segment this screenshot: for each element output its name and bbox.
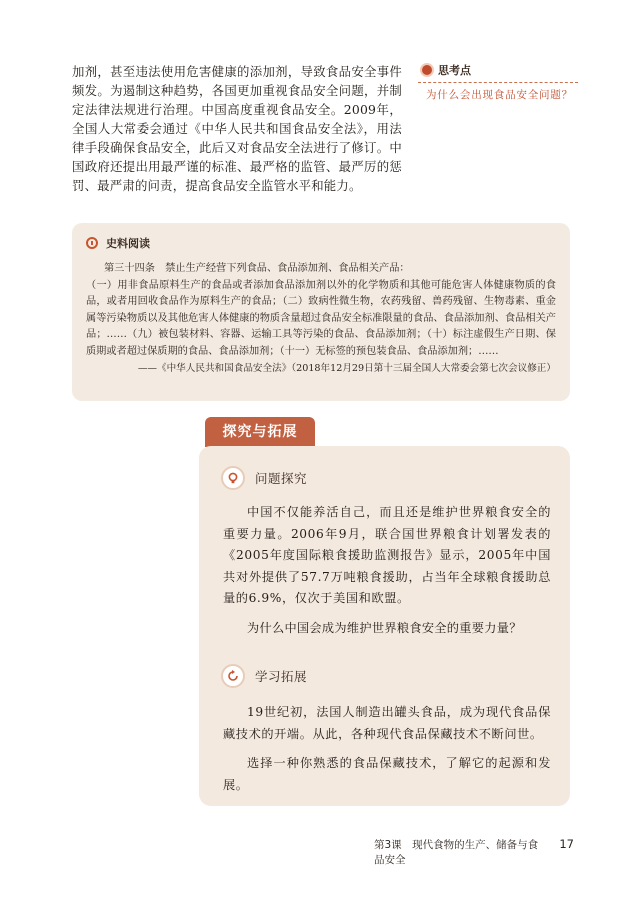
refresh-icon bbox=[221, 664, 245, 688]
historical-reading-source: ——《中华人民共和国食品安全法》（2018年12月29日第十三届全国人大常委会第七次会议修正） bbox=[137, 363, 556, 374]
problem-inquiry-text: 中国不仅能养活自己，而且还是维护世界粮食安全的重要力量。2006年9月，联合国世界粮食计划署发表的《2005年度国际粮食援助监测报告》显示，2005年中国共对外提供了57.7万吨粮食援助，占当年全球粮食援助总量的6.9%，仅次于美国和欧盟。 bbox=[223, 505, 551, 605]
think-point-question: 为什么会出现食品安全问题？ bbox=[426, 89, 573, 101]
page-footer bbox=[374, 837, 574, 867]
problem-inquiry-question: 为什么中国会成为维护世界粮食安全的重要力量？ bbox=[247, 621, 522, 635]
learning-extension-header bbox=[221, 664, 307, 688]
think-point-icon bbox=[422, 65, 432, 75]
think-point-box bbox=[418, 62, 578, 103]
historical-reading-article: 第三十四条 禁止生产经营下列食品、食品添加剂、食品相关产品： bbox=[104, 263, 410, 274]
lightbulb-icon bbox=[221, 466, 245, 490]
lightbulb-glyph bbox=[226, 471, 240, 485]
historical-reading-body bbox=[86, 261, 556, 378]
historical-reading-title: 史料阅读 bbox=[106, 237, 150, 250]
think-point-divider bbox=[418, 82, 578, 83]
refresh-glyph bbox=[226, 669, 240, 683]
problem-inquiry-header bbox=[221, 466, 307, 490]
historical-reading-header bbox=[86, 235, 150, 251]
learning-extension-text: 19世纪初，法国人制造出罐头食品，成为现代食品保藏技术的开端。从此，各种现代食品保藏技术不断问世。 bbox=[223, 705, 551, 741]
historical-reading-clauses: （一）用非食品原料生产的食品或者添加食品添加剂以外的化学物质和其他可能危害人体健康物质的食品，或者用回收食品作为原料生产的食品；（二）致病性微生物，农药残留、兽药残留、生物毒素、重金属等污染物质以及其他危害人体健康的物质含量超过食品安全标准限量的食品、食品添加剂、食品相关产品；……（九）被包装材料、容器、运输工具等污染的食品、食品添加剂；（十）标注虚假生产日期、保质期或者超过保质期的食品、食品添加剂；（十一）无标签的预包装食品、食品添加剂；…… bbox=[86, 279, 556, 357]
footer-lesson-title: 第3课 现代食物的生产、储备与食品安全 bbox=[374, 839, 539, 866]
think-point-title: 思考点 bbox=[438, 64, 471, 77]
main-paragraph: 加剂，甚至违法使用危害健康的添加剂，导致食品安全事件频发。为遏制这种趋势，各国更加重视食品安全问题，并制定法律法规进行治理。中国高度重视食品安全。2009年，全国人大常委会通过《中华人民共和国食品安全法》，用法律手段确保食品安全，此后又对食品安全法进行了修订。中国政府还提出用最严谨的标准、最严格的监管、最严厉的惩罚、最严肃的问责，提高食品安全监管水平和能力。 bbox=[72, 64, 402, 193]
learning-extension-task: 选择一种你熟悉的食品保藏技术，了解它的起源和发展。 bbox=[223, 756, 551, 792]
learning-extension-title: 学习拓展 bbox=[255, 669, 308, 684]
explore-section-tab: 探究与拓展 bbox=[205, 417, 315, 447]
problem-inquiry-title: 问题探究 bbox=[255, 471, 308, 486]
think-point-header bbox=[418, 62, 578, 78]
info-icon bbox=[86, 237, 98, 249]
page-number: 17 bbox=[559, 837, 574, 851]
explore-section-box bbox=[199, 446, 570, 806]
historical-reading-box bbox=[72, 223, 570, 401]
